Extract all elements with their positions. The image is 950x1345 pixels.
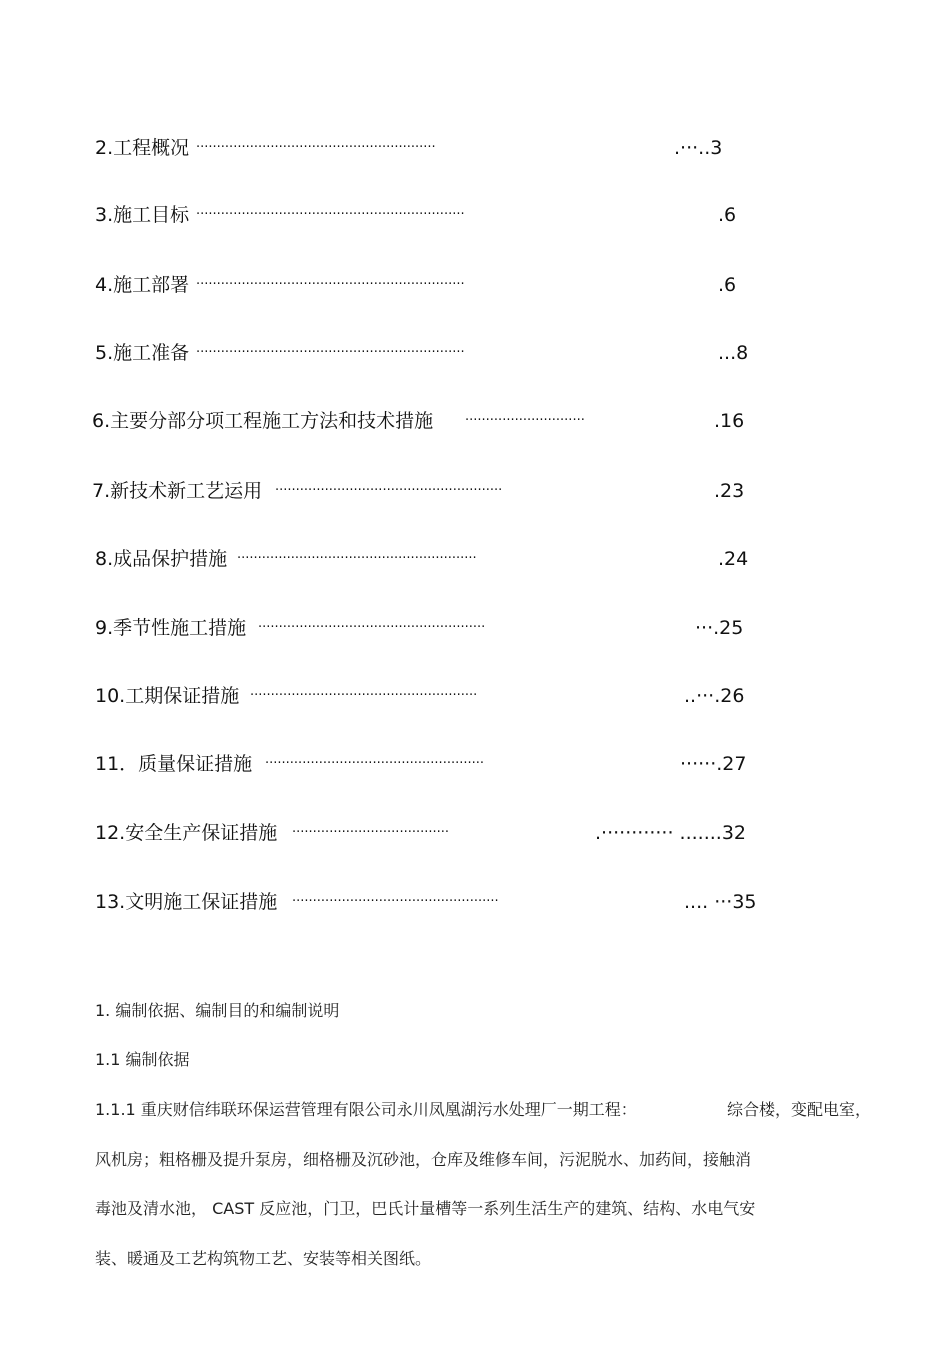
toc-entry[interactable] — [0, 200, 950, 230]
toc-title: 5.施工准备 — [95, 342, 190, 364]
toc-page: ..···.26 — [684, 685, 745, 707]
toc-page: ···.25 — [695, 617, 744, 639]
toc-entry[interactable] — [0, 406, 950, 436]
toc-title: 11．质量保证措施 — [95, 753, 253, 775]
toc-page: .16 — [714, 410, 745, 432]
toc-entry[interactable] — [0, 613, 950, 643]
toc-leader: ································································· — [196, 207, 465, 222]
toc-page: .... ···35 — [684, 891, 757, 913]
toc-page: ...8 — [718, 342, 749, 364]
toc-entry[interactable] — [0, 887, 950, 917]
toc-leader: ······································ — [292, 825, 450, 840]
toc-title: 9.季节性施工措施 — [95, 617, 247, 639]
toc-title: 8.成品保护措施 — [95, 548, 228, 570]
toc-leader: ······················································· — [258, 620, 486, 635]
toc-entry[interactable] — [0, 270, 950, 300]
toc-title: 13.文明施工保证措施 — [95, 891, 278, 913]
paragraph-line: 风机房；粗格栅及提升泵房，细格栅及沉砂池，仓库及维修车间，污泥脱水、加药间，接触消 — [95, 1150, 752, 1169]
section-heading-2: 1.1 编制依据 — [95, 1050, 190, 1069]
paragraph-line: 毒池及清水池， CAST 反应池，门卫，巴氏计量槽等一系列生活生产的建筑、结构、水电气安 — [95, 1199, 756, 1218]
paragraph-line: 综合楼，变配电室， — [727, 1100, 872, 1119]
toc-title: 2.工程概况 — [95, 137, 190, 159]
toc-entry[interactable] — [0, 681, 950, 711]
toc-leader: ·························································· — [237, 551, 477, 566]
toc-page: ······.27 — [680, 753, 747, 775]
toc-title: 4.施工部署 — [95, 274, 190, 296]
toc-page: .············ .......32 — [595, 822, 747, 844]
paragraph-line: 装、暖通及工艺构筑物工艺、安装等相关图纸。 — [95, 1249, 432, 1268]
toc-title: 7.新技术新工艺运用 — [92, 480, 263, 502]
toc-page: .24 — [718, 548, 749, 570]
toc-leader: ·················································· — [292, 894, 499, 909]
toc-leader: ······················································· — [275, 483, 503, 498]
toc-title: 12.安全生产保证措施 — [95, 822, 278, 844]
toc-leader: ·························································· — [196, 140, 436, 155]
toc-page: .6 — [718, 274, 737, 296]
toc-title: 3.施工目标 — [95, 204, 190, 226]
toc-entry[interactable] — [0, 818, 950, 848]
toc-leader: ····················································· — [265, 756, 485, 771]
toc-page: .23 — [714, 480, 745, 502]
toc-leader: ····························· — [465, 413, 585, 428]
toc-leader: ······················································· — [250, 688, 478, 703]
toc-entry[interactable] — [0, 133, 950, 163]
toc-title: 10.工期保证措施 — [95, 685, 240, 707]
toc-entry[interactable] — [0, 476, 950, 506]
toc-page: .6 — [718, 204, 737, 226]
toc-entry[interactable] — [0, 544, 950, 574]
section-heading-1: 1. 编制依据、编制目的和编制说明 — [95, 1001, 340, 1020]
toc-leader: ································································· — [196, 345, 465, 360]
paragraph-line: 1.1.1 重庆财信纬联环保运营管理有限公司永川凤凰湖污水处理厂一期工程： — [95, 1100, 637, 1119]
toc-entry[interactable] — [0, 749, 950, 779]
toc-page: .···..3 — [674, 137, 723, 159]
toc-title: 6.主要分部分项工程施工方法和技术措施 — [92, 410, 434, 432]
toc-leader: ································································· — [196, 277, 465, 292]
toc-entry[interactable] — [0, 338, 950, 368]
